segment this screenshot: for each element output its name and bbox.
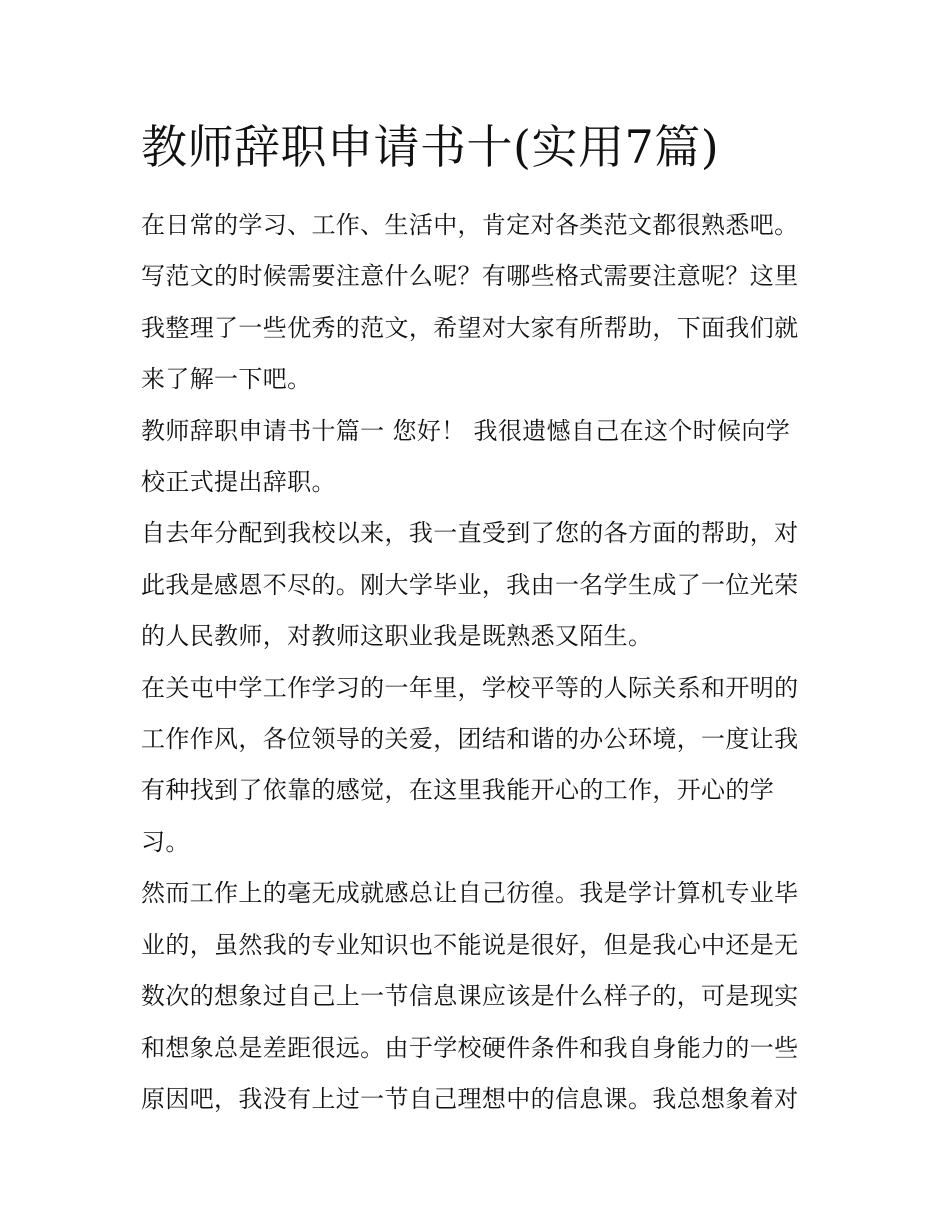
paragraph-intro: 在日常的学习、工作、生活中，肯定对各类范文都很熟悉吧。写范文的时候需要注意什么呢？有哪些格式需要注意呢？这里我整理了一些优秀的范文，希望对大家有所帮助，下面我们就来了解一下吧。 bbox=[141, 211, 799, 394]
paragraph-school-experience: 在关屯中学工作学习的一年里，学校平等的人际关系和开明的工作作风，各位领导的关爱，团结和谐的办公环境，一度让我有种找到了依靠的感觉，在这里我能开心的工作，开心的学习。 bbox=[141, 673, 799, 856]
paragraph-gratitude: 自去年分配到我校以来，我一直受到了您的各方面的帮助，对此我是感恩不尽的。刚大学毕业，我由一名学生成了一位光荣的人民教师，对教师这职业我是既熟悉又陌生。 bbox=[141, 519, 799, 651]
paragraph-opening: 教师辞职申请书十篇一 您好！ 我很遗憾自己在这个时候向学校正式提出辞职。 bbox=[141, 416, 791, 497]
document-title: 教师辞职申请书十(实用7篇) bbox=[141, 120, 720, 174]
document-content bbox=[141, 112, 813, 1125]
paragraph-work-reflection: 然而工作上的毫无成就感总让自己彷徨。我是学计算机专业毕业的，虽然我的专业知识也不能说是很好，但是我心中还是无数次的想象过自己上一节信息课应该是什么样子的，可是现实和想象总是差距很远。由于学校硬件条件和我自身能力的一些原因吧，我没有上过一节自己理想中的信息课。我总想象着对 bbox=[141, 879, 799, 1113]
